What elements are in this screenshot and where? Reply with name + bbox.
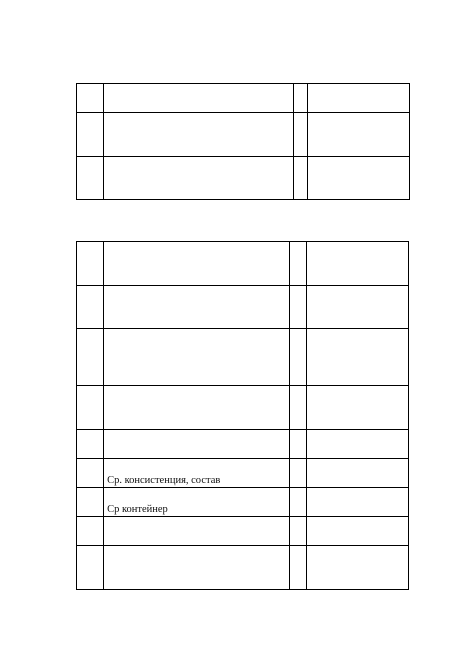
table-cell [306,546,408,590]
table-cell [77,459,104,488]
table-cell [104,84,294,113]
table-cell [104,517,290,546]
table-cell [289,329,306,386]
table-cell [289,459,306,488]
table-2 [76,241,409,590]
table-row [77,386,409,430]
table-cell [77,546,104,590]
table-cell [77,84,104,113]
table-cell [77,157,104,200]
table-cell [104,386,290,430]
table-cell [306,329,408,386]
table-cell [308,84,410,113]
table-row [77,546,409,590]
table-cell: Ср. консистенция, состав [104,459,290,488]
table-cell [104,546,290,590]
table-cell [306,488,408,517]
table-row [77,84,410,113]
table-cell [77,488,104,517]
table-cell: Ср контейнер [104,488,290,517]
table-cell [294,157,308,200]
table-row [77,242,409,286]
table-cell [306,517,408,546]
table-cell [289,386,306,430]
table-cell [289,430,306,459]
table-cell [77,430,104,459]
table-cell [104,430,290,459]
table-row [77,488,409,517]
table-cell [104,286,290,329]
table-cell [308,113,410,157]
table-row [77,459,409,488]
table-cell [77,286,104,329]
table-row [77,517,409,546]
table-cell [104,113,294,157]
table-cell [104,242,290,286]
table-cell [306,386,408,430]
table-cell [289,546,306,590]
table-row [77,430,409,459]
table-cell [289,517,306,546]
table-row [77,157,410,200]
table-cell [77,113,104,157]
table-cell [289,488,306,517]
table-cell [77,517,104,546]
table-cell [306,286,408,329]
table-row [77,329,409,386]
table-1 [76,83,410,200]
table-row [77,286,409,329]
table-cell [289,242,306,286]
table-cell [289,286,306,329]
table-cell [306,430,408,459]
table-cell [294,113,308,157]
table-cell [306,459,408,488]
table-cell [308,157,410,200]
table-cell [77,386,104,430]
table-cell [77,242,104,286]
table-cell [294,84,308,113]
table-row [77,113,410,157]
table-cell [77,329,104,386]
table-cell [306,242,408,286]
table-cell [104,329,290,386]
table-cell [104,157,294,200]
